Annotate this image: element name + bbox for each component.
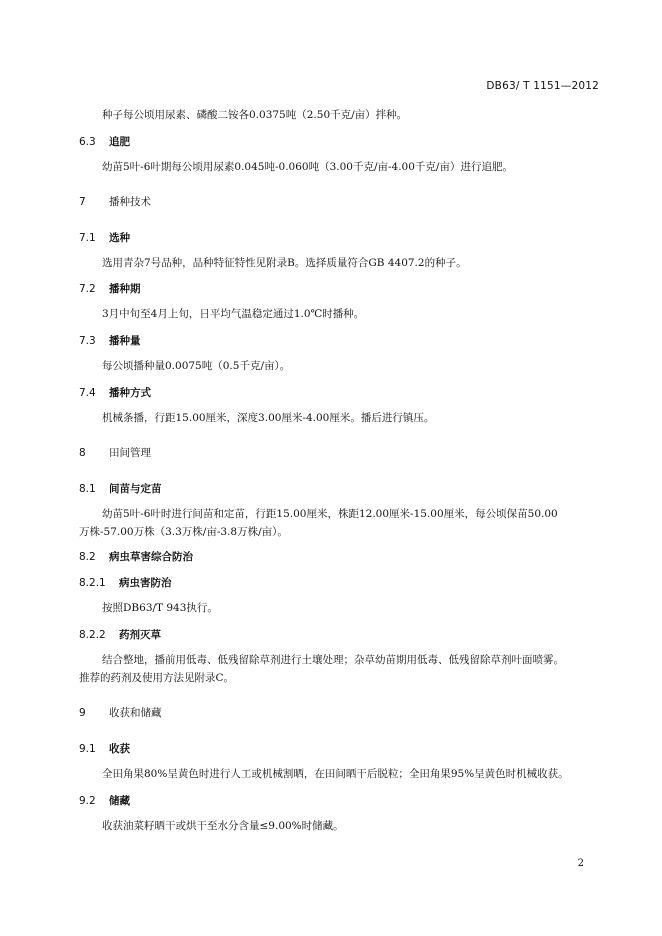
heading-8-1 (79, 482, 604, 496)
heading-title: 间苗与定苗 (109, 483, 162, 495)
heading-7-2 (79, 282, 604, 296)
paragraph-topdressing: 幼苗5叶-6叶期每公顷用尿素0.045吨-0.060吨（3.00千克/亩-4.00千克/亩）进行追肥。 (102, 161, 513, 173)
heading-number: 8.2.1 (79, 577, 106, 589)
paragraph-seed-dressing: 种子每公顷用尿素、磷酸二铵各0.0375吨（2.50千克/亩）拌种。 (102, 109, 408, 121)
heading-title: 病虫害防治 (119, 577, 172, 589)
paragraph-sowing-method: 机械条播，行距15.00厘米，深度3.00厘米-4.00厘米。播后进行镇压。 (102, 412, 435, 424)
heading-number: 6.3 (79, 136, 96, 148)
paragraph-pest-control: 按照DB63/T 943执行。 (102, 602, 218, 614)
heading-title: 播种方式 (109, 387, 151, 399)
standard-code-header: DB63/ T 1151—2012 (486, 80, 599, 92)
heading-number: 7.2 (79, 283, 96, 295)
paragraph-storage: 收获油菜籽晒干或烘干至水分含量≤9.00%时储藏。 (102, 820, 344, 832)
heading-title: 收获 (109, 743, 130, 755)
heading-title: 收获和储藏 (109, 707, 162, 719)
heading-title: 选种 (109, 232, 130, 244)
heading-title: 药剂灭草 (119, 629, 161, 641)
paragraph-thinning-line2: 万株-57.00万株（3.3万株/亩-3.8万株/亩）。 (79, 526, 288, 538)
heading-7-1 (79, 231, 604, 245)
heading-8 (79, 446, 604, 460)
paragraph-seed-selection: 选用青杂7号品种，品种特征特性见附录B。选择质量符合GB 4407.2的种子。 (102, 257, 467, 269)
paragraph-herbicide-line2: 推荐的药剂及使用方法见附录C。 (79, 672, 235, 684)
heading-9-1 (79, 742, 604, 756)
heading-8-2-2 (79, 628, 604, 642)
heading-7-4 (79, 386, 604, 400)
paragraph-seeding-rate: 每公顷播种量0.0075吨（0.5千克/亩）。 (102, 360, 291, 372)
heading-9-2 (79, 794, 604, 808)
heading-title: 储藏 (109, 795, 130, 807)
heading-number: 8.1 (79, 483, 96, 495)
paragraph-herbicide-line1: 结合整地，播前用低毒、低残留除草剂进行土壤处理；杂草幼苗期用低毒、低残留除草剂叶面喷雾。 (102, 654, 564, 666)
paragraph-sowing-date: 3月中旬至4月上旬，日平均气温稳定通过1.0℃时播种。 (102, 308, 365, 320)
heading-number: 9.2 (79, 795, 96, 807)
heading-number: 7 (79, 196, 86, 208)
heading-number: 7.3 (79, 335, 96, 347)
heading-title: 追肥 (109, 136, 130, 148)
heading-8-2 (79, 550, 604, 564)
heading-title: 病虫草害综合防治 (109, 551, 193, 563)
heading-number: 7.1 (79, 232, 96, 244)
heading-6-3 (79, 135, 604, 149)
heading-title: 播种技术 (109, 196, 151, 208)
heading-number: 9 (79, 707, 86, 719)
heading-title: 播种期 (109, 283, 141, 295)
heading-title: 田间管理 (109, 447, 151, 459)
heading-number: 7.4 (79, 387, 96, 399)
heading-7-3 (79, 334, 604, 348)
heading-number: 8.2.2 (79, 629, 106, 641)
heading-8-2-1 (79, 576, 604, 590)
heading-number: 8 (79, 447, 86, 459)
heading-number: 9.1 (79, 743, 96, 755)
paragraph-harvest: 全田角果80%呈黄色时进行人工或机械割晒，在田间晒干后脱粒；全田角果95%呈黄色时机械收获。 (102, 768, 569, 780)
heading-title: 播种量 (109, 335, 141, 347)
page-number: 2 (577, 858, 584, 869)
heading-9 (79, 706, 604, 720)
heading-7 (79, 195, 604, 209)
heading-number: 8.2 (79, 551, 96, 563)
paragraph-thinning-line1: 幼苗5叶-6叶时进行间苗和定苗，行距15.00厘米，株距12.00厘米-15.00厘米，每公顷保苗50.00 (102, 508, 558, 520)
